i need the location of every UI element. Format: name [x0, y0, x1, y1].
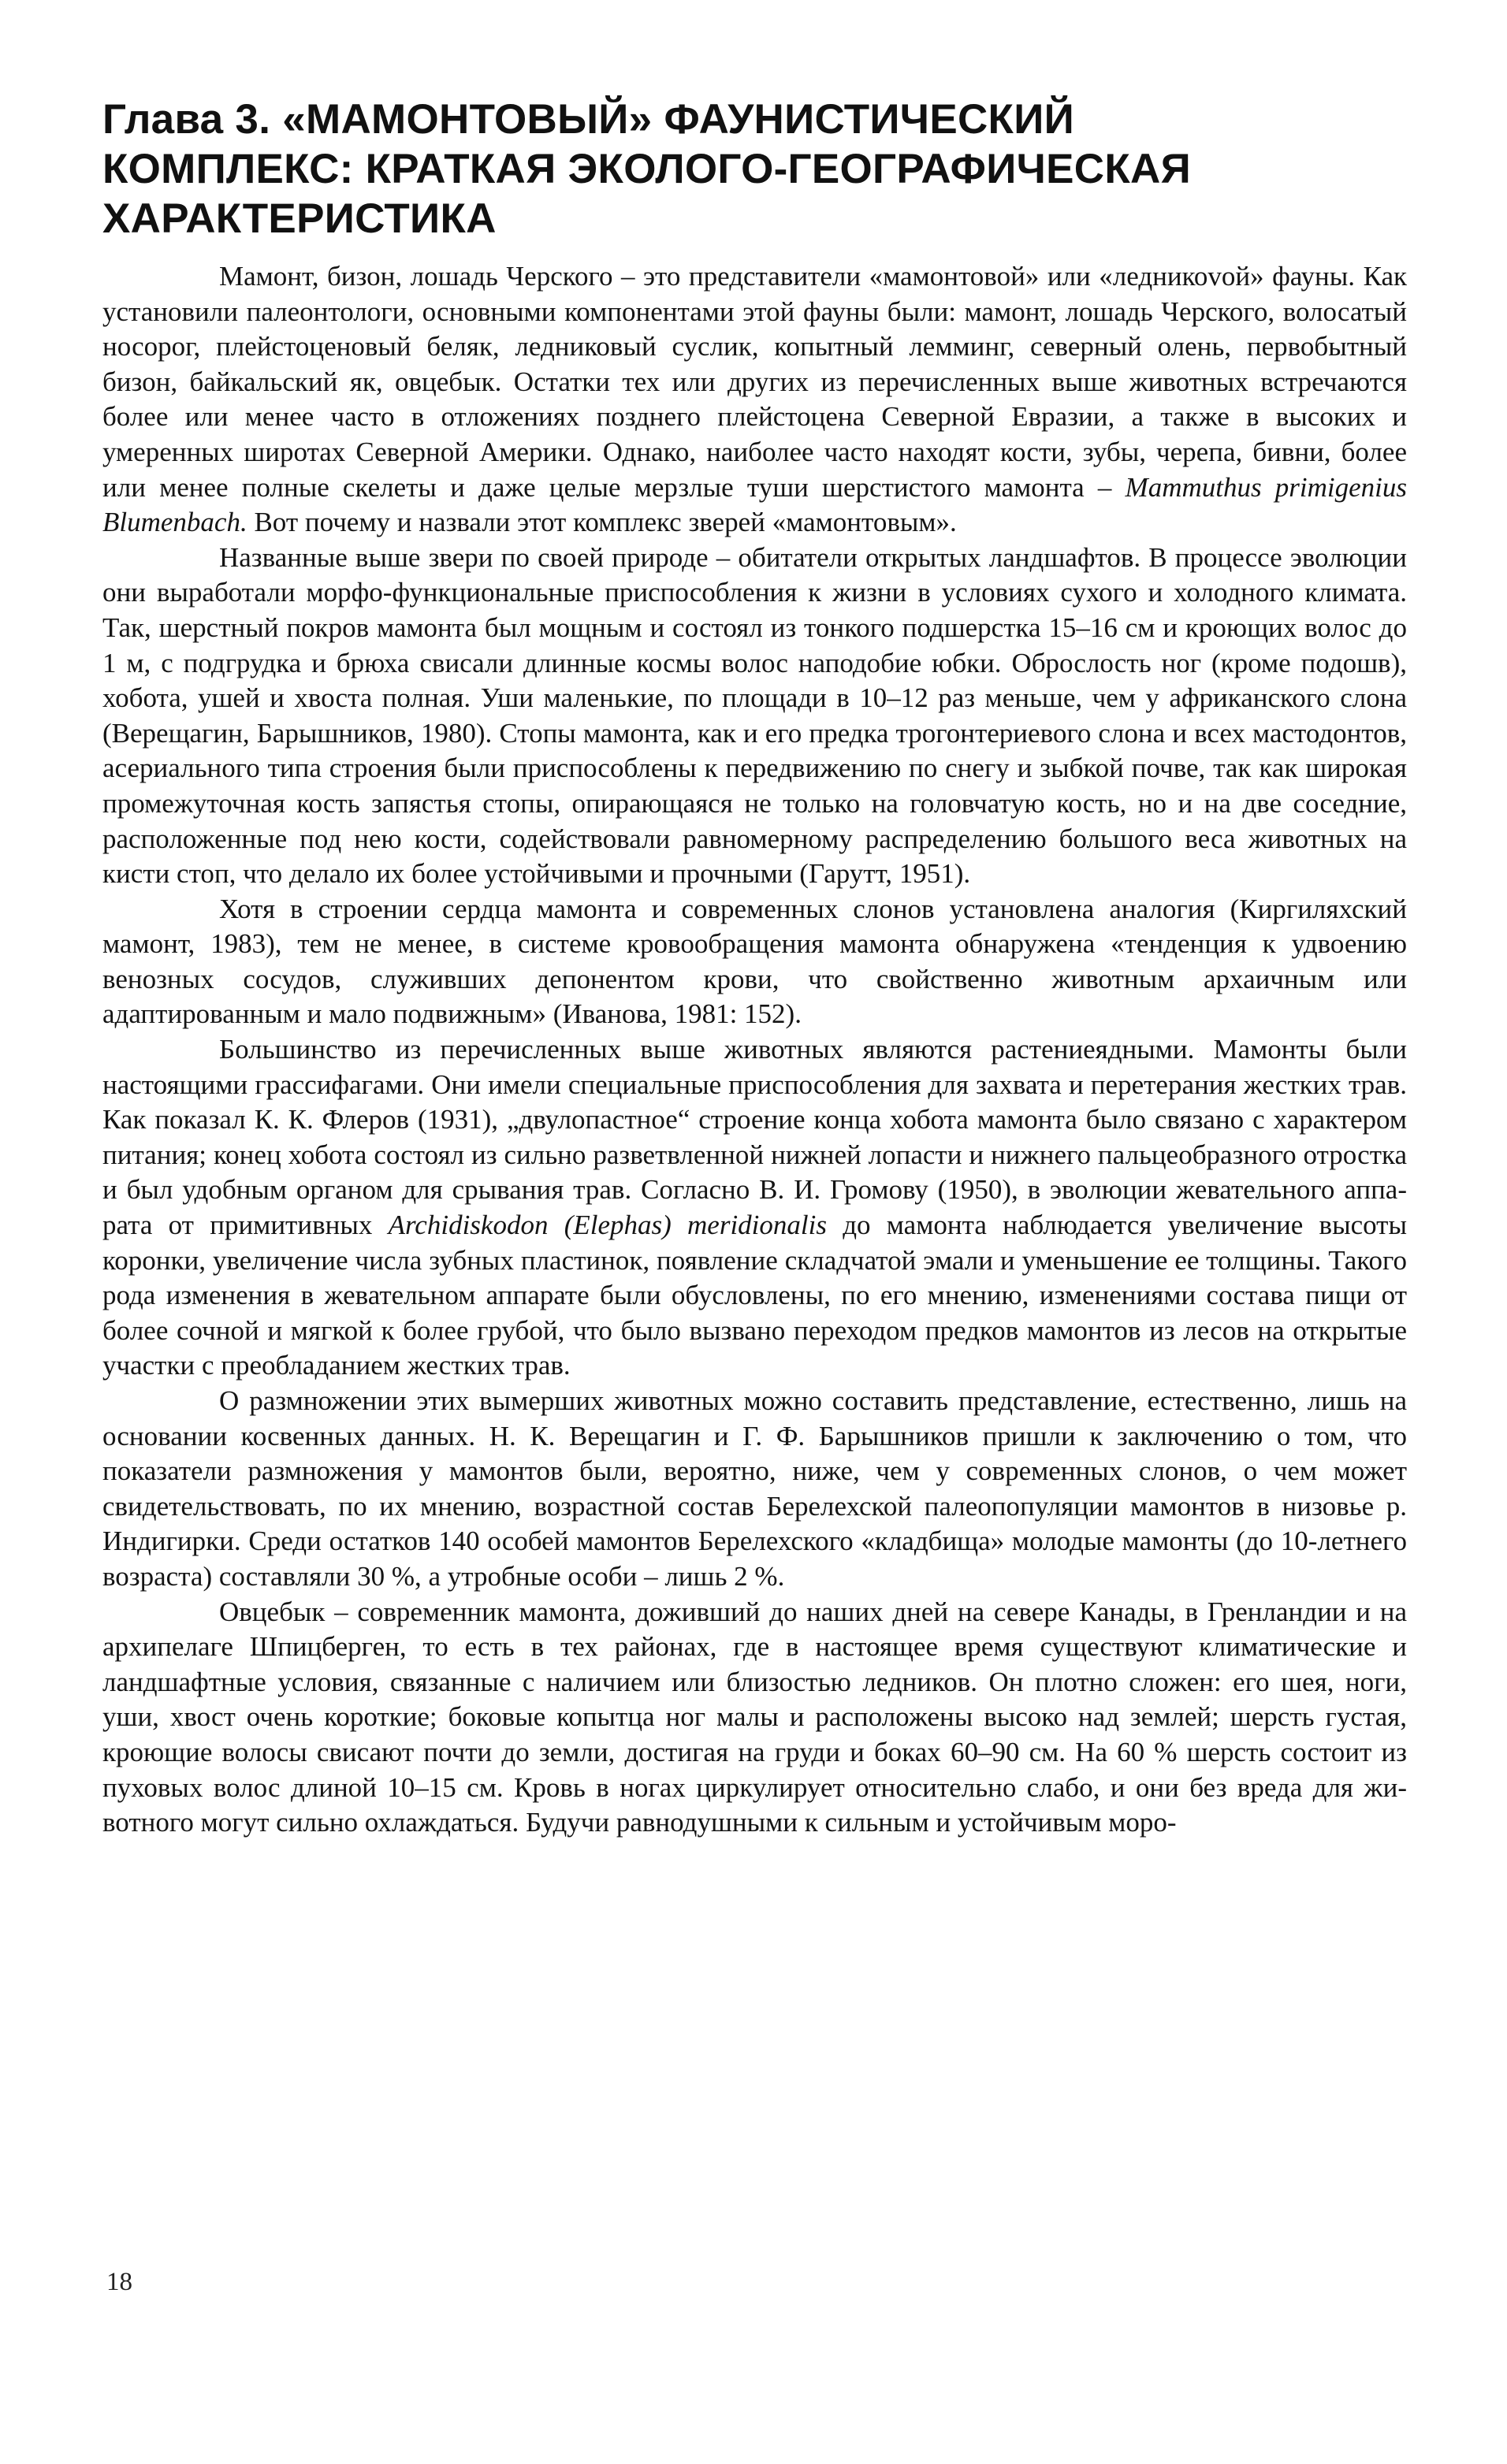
- paragraph-muskox: Овцебык – современник мамонта, доживший до наших дней на севере Канады, в Гренландии и на архипелаге Шпицберген, то есть в тех районах, где в настоящее время существуют климатические и ландшафтные условия, связанные с наличием или близостью ледников. Он плотно сложен: его шея, ноги, уши, хвост очень короткие; боковые копытца ног малы и расположены высоко над землей; шерсть густая, кроющие волосы свисают почти до земли, достигая на груди и боках 60–90 см. На 60 % шерсть состоит из пуховых волос длиной 10–15 см. Кровь в ногах циркулирует относительно слабо, и они без вреда для животного могут сильно охлаждаться. Будучи равнодушными к сильным и устойчивым моро-: [102, 1596, 1407, 1838]
- page-content: [102, 95, 1407, 1841]
- paragraph-text: до мамонта наблюдается увеличение высоты коронки, увеличение числа зубных пластинок, появление складчатой эмали и уменьшение ее толщины. Такого рода изменения в жевательном аппарате были обусловлены, по его мнению, изменениями состава пищи от более сочной и мягкой к более грубой, что было вызвано переходом предков мамонтов из лесов на открытые участки с преобладанием жестких трав.: [102, 1210, 1407, 1381]
- paragraph-circulation: Хотя в строении сердца мамонта и современных слонов установлена аналогия (Киргиляхский мамонт, 1983), тем не менее, в системе кровообращения мамонта обнаружена «тенденция к удвоению венозных сосудов, служивших депонентом крови, что свойственно животным архаичным или адаптированным и мало подвижным» (Иванова, 1981: 152).: [102, 893, 1407, 1030]
- chapter-title-line: Глава 3. «МАМОНТОВЫЙ» ФАУНИСТИЧЕСКИЙ: [102, 96, 1074, 143]
- paragraph-text: Большинство из перечисленных выше животных являются растениеядными. Мамонты были настоящими грассифагами. Они имели специальные приспособления для захвата и перетерания жестких трав. Как показал К. К. Флеров (1931), „двулопастное“ строение конца хобота мамонта было связано с характером питания; конец хобота состоял из сильно разветвленной нижней лопасти и нижнего пальцеобразного отростка и был удобным органом для срывания трав. Согласно В. И. Громову (1950), в эволюции жевательного аппарата от примитивных: [102, 1034, 1407, 1241]
- chapter-title: [102, 95, 1407, 243]
- paragraph-text: Вот почему и назвали этот комплекс зверей «мамонтовым».: [254, 507, 957, 538]
- chapter-title-line: ХАРАКТЕРИСТИКА: [102, 195, 497, 242]
- species-name: Mammuthus primigenius Blumenbach.: [102, 471, 1407, 538]
- page-number: 18: [106, 2268, 132, 2296]
- chapter-title-line: КОМПЛЕКС: КРАТКАЯ ЭКОЛОГО-ГЕОГРАФИЧЕСКАЯ: [102, 146, 1191, 192]
- paragraph-adaptations: Названные выше звери по своей природе – обитатели открытых ландшафтов. В процессе эволюции они выработали морфо-функциональные приспособления к жизни в условиях сухого и холодного климата. Так, шерстный покров мамонта был мощным и состоял из тонкого подшерстка 15–16 см и кроющих волос до 1 м, с подгрудка и брюха свисали длинные космы волос наподобие юбки. Оброслость ног (кроме подошв), хобота, ушей и хвоста полная. Уши маленькие, по площади в 10–12 раз меньше, чем у африканского слона (Верещагин, Барышников, 1980). Стопы мамонта, как и его предка трогонтериевого слона и всех мастодонтов, асериального типа строения были приспособлены к передвижению по снегу и зыбкой почве, так как широкая промежуточная кость запястья стопы, опирающаяся не только на головчатую кость, но и на две соседние, расположенные под нею кости, содействовали равномерному распределению большого веса животных на кисти стоп, что делало их более устойчивыми и прочными (Гарутт, 1951).: [102, 541, 1407, 890]
- paragraph-reproduction: О размножении этих вымерших животных можно составить представление, естественно, лишь на основании косвенных данных. Н. К. Верещагин и Г. Ф. Барышников пришли к заключению о том, что показатели размножения у мамонтов были, вероятно, ниже, чем у современных слонов, о чем может свидетельствовать, по их мнению, возрастной состав Берелехской палеопопуляции мамонтов в низовье р. Индигирки. Среди остатков 140 особей мамонтов Берелехского «кладбища» молодые мамонты (до 10-летнего возраста) составляли 30 %, а утробные особи – лишь 2 %.: [102, 1385, 1407, 1592]
- paragraph-mammoth-fauna: [102, 259, 1407, 541]
- paragraph-text: Мамонт, бизон, лошадь Черского – это представители «мамонтовой» или «ледникоvой» фауны. Как установили палеонтологи, основными компонентами этой фауны были: мамонт, лошадь Черского, волосатый носорог, плейстоценовый беляк, ледниковый суслик, копытный лемминг, северный олень, первобытный бизон, байкальский як, овцебык. Остатки тех или других из перечисленных выше животных встречаются более или менее часто в отложениях позднего плейстоцена Северной Евразии, а также в высоких и умеренных широтах Северной Америки. Однако, наиболее часто находят кости, зубы, черепа, бивни, более или менее полные скелеты и даже целые мерзлые туши шерстистого мамонта –: [102, 261, 1407, 503]
- paragraph-diet: [102, 1032, 1407, 1384]
- species-name: Archidiskodon (Elephas) meridionalis: [388, 1210, 827, 1241]
